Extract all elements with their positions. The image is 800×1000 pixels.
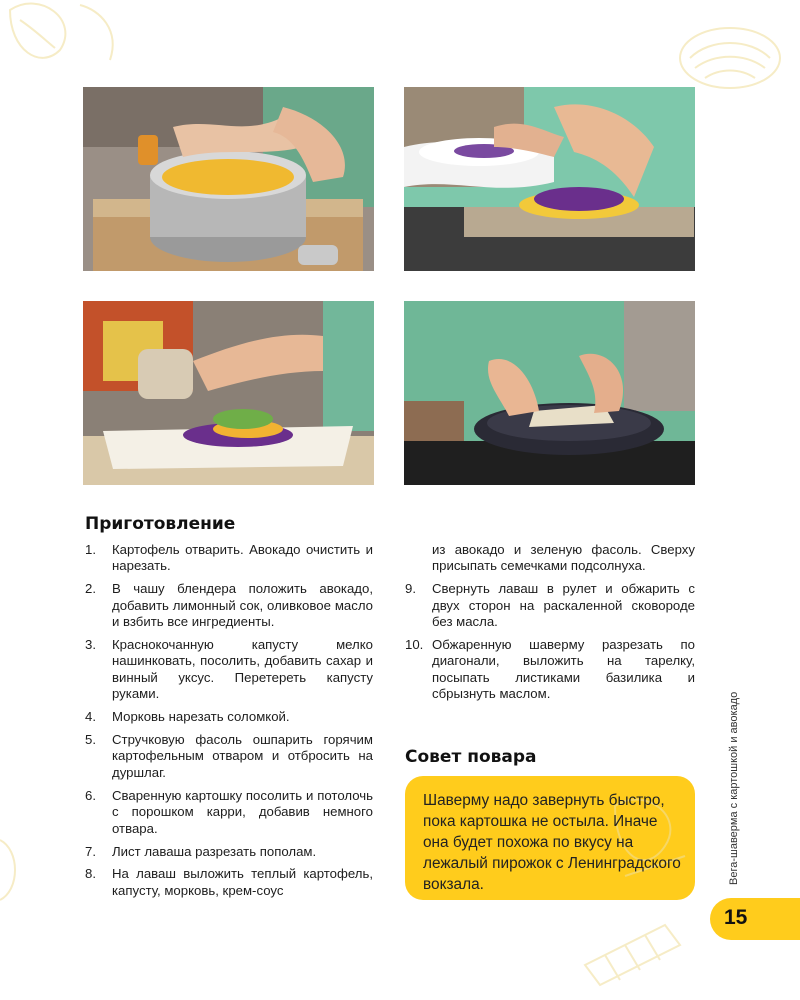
- step-item: [85, 732, 373, 781]
- decorative-pasta-icon: [0, 830, 40, 910]
- step-number: 7.: [85, 843, 96, 859]
- step-item: [85, 844, 373, 860]
- step-item: [85, 542, 373, 575]
- step-text: Сваренную картошку посолить и потолочь с порошком карри, добавив немного отвара.: [112, 787, 373, 836]
- step-text: Морковь нарезать соломкой.: [112, 709, 290, 725]
- step-text: В чашу блендера положить авокадо, добавить лимонный сок, оливковое масло и взбить все ингредиенты.: [112, 581, 373, 630]
- step-item: [405, 637, 695, 703]
- step-text: Стручковую фасоль ошпарить горячим картофельным отваром и отбросить на дуршлаг.: [112, 732, 373, 780]
- steps-left-column: [85, 542, 373, 906]
- step-text: Картофель отварить. Авокадо очистить и нарезать.: [112, 542, 373, 574]
- photo-step-cabbage: [404, 87, 695, 271]
- step-text: Свернуть лаваш в рулет и обжарить с двух сторон на раскаленной сковороде без масла.: [432, 581, 695, 630]
- step-number: 1.: [85, 542, 96, 557]
- tip-heading: Совет повара: [405, 747, 537, 767]
- step-item: [85, 581, 373, 630]
- decorative-pasta-shell-icon: [670, 18, 790, 98]
- page-number: 15: [724, 906, 748, 929]
- page-number-badge: [710, 898, 800, 940]
- decorative-leaf-icon: [0, 0, 130, 90]
- photo-step-seeds: [83, 301, 374, 485]
- decorative-penne-icon: [575, 905, 695, 1000]
- step-item: [85, 637, 373, 703]
- step-item: [85, 866, 373, 899]
- step-number: 9.: [405, 581, 416, 597]
- chef-tip-text: Шаверму надо завернуть быстро, пока картошка не остыла. Иначе она будет похожа по вкусу на лежалый пирожок с Ленинградского вокзала.: [423, 792, 681, 893]
- step-number: 2.: [85, 581, 96, 597]
- step-number: 4.: [85, 709, 96, 725]
- preparation-heading: Приготовление: [85, 514, 236, 534]
- step-text: На лаваш выложить теплый картофель, капусту, морковь, крем-соус: [112, 866, 373, 898]
- step-number: 3.: [85, 637, 96, 653]
- photo-step-potato: [83, 87, 374, 271]
- step-item: [405, 581, 695, 630]
- steps-right-column: [405, 542, 695, 709]
- step-number: 6.: [85, 787, 96, 803]
- photo-step-frying: [404, 301, 695, 485]
- step-8-continuation: из авокадо и зеленую фасоль. Сверху присыпать семечками подсолнуха.: [432, 542, 695, 574]
- step-number: 5.: [85, 732, 96, 748]
- step-text: Лист лаваша разрезать пополам.: [112, 843, 317, 859]
- step-number: 8.: [85, 866, 96, 882]
- step-number: 10.: [405, 637, 424, 653]
- step-text: Краснокочанную капусту мелко нашинковать, посолить, добавить сахар и винный уксус. Перетереть капусту руками.: [112, 637, 373, 702]
- side-recipe-label: Вега-шаверма с картошкой и авокадо: [728, 691, 740, 885]
- chef-tip-box: [405, 776, 695, 900]
- step-item: [85, 788, 373, 837]
- step-text: Обжаренную шаверму разрезать по диагонали, выложить на тарелку, посыпать листиками базилика и сбрызнуть маслом.: [432, 637, 695, 702]
- step-item: [85, 709, 373, 725]
